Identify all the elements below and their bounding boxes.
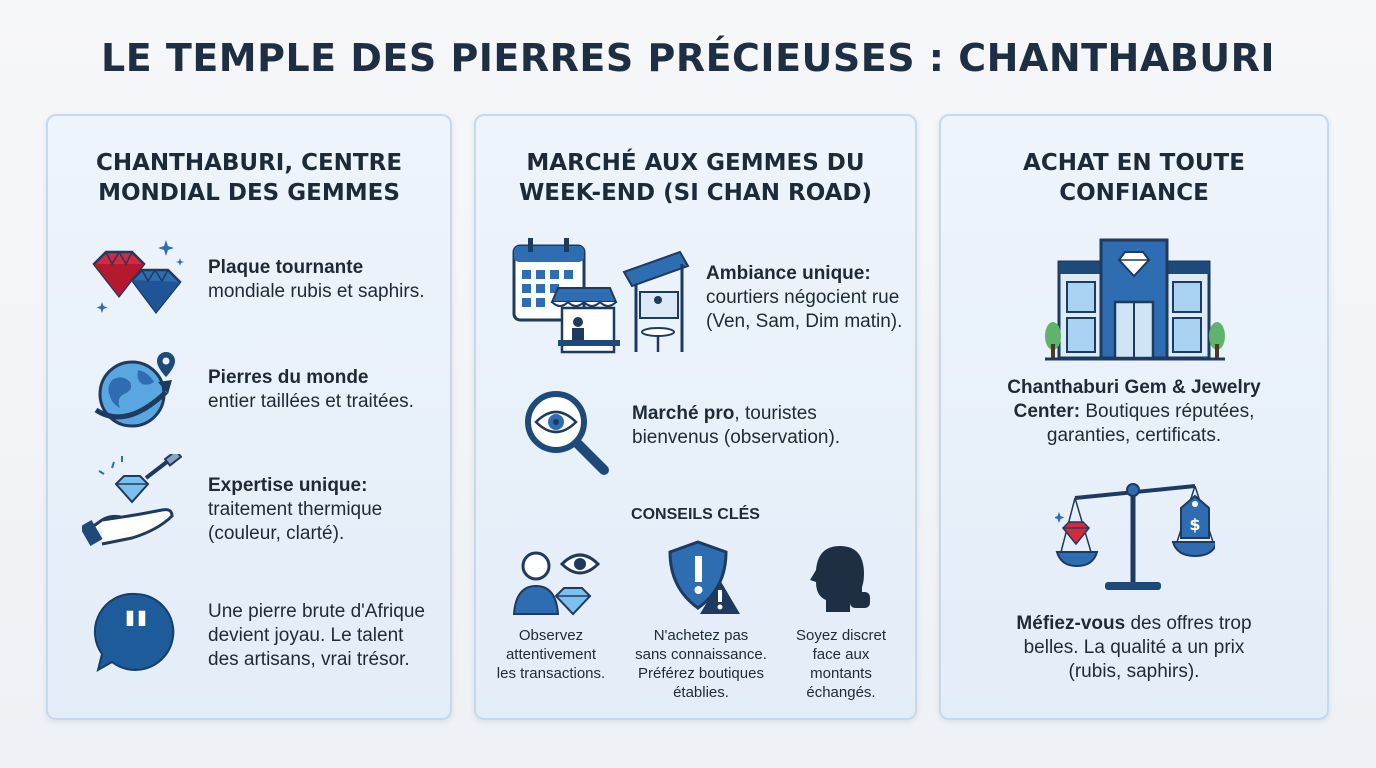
item-rest: (rubis, saphirs). [1068,661,1200,682]
item-rest: traitement thermique [208,499,383,520]
item-rest: entier taillées et traitées. [208,391,414,412]
hand-gem-tool-icon [82,454,192,559]
item-text [941,376,1327,448]
gems-icon [84,234,194,329]
tip-line: échangés. [806,684,876,701]
tip-line: attentivement [505,646,597,663]
item-bold: Marché pro [632,403,735,424]
tip-line: Observez [518,627,584,644]
item-bold: Plaque tournante [208,257,364,278]
panel-gem-center [46,114,452,720]
item-rest: garanties, certificats. [1046,425,1222,446]
item-bold: Chanthaburi Gem & Jewelry [1007,377,1261,398]
panel-title-line: MONDIAL DES GEMMES [98,180,400,206]
item-rest: belles. La qualité a un prix [1023,637,1245,658]
observer-eye-icon [510,546,606,621]
item-rest: mondiale rubis et saphirs. [208,281,425,302]
item-text [706,262,902,334]
tip-line: sans connaissance. [635,646,767,663]
quote-line: Une pierre brute d'Afrique [208,601,425,622]
item-text [208,474,382,546]
shield-warning-icon [664,540,744,621]
tip-line: Préférez boutiques [638,665,764,682]
item-bold: Méfiez-vous [1016,613,1126,634]
item-bold: Ambiance unique: [706,263,871,284]
panel-title-line: CHANTHABURI, CENTRE [95,150,403,176]
item-rest: (Ven, Sam, Dim matin). [706,311,903,332]
item-bold: Pierres du monde [208,367,369,388]
panel-trusted-buying [939,114,1329,720]
panel-title-line: WEEK-END (SI CHAN ROAD) [518,180,873,206]
tip-line: montants [810,665,872,682]
item-rest: bienvenus (observation). [632,427,841,448]
item-text [632,402,840,450]
panel-title [941,148,1327,208]
scale-gem-price-icon [1055,472,1215,601]
item-rest: Boutiques réputées, [1080,401,1255,422]
quote-line: des artisans, vrai trésor. [208,649,410,670]
item-text [208,256,425,304]
tip-line: Soyez discret [795,627,887,644]
quote-text [208,600,425,672]
calendar-market-icon [512,236,692,365]
item-rest: , touristes [734,403,817,424]
tip-text [486,626,616,683]
tip-line: établies. [673,684,729,701]
magnifier-eye-icon [520,386,612,481]
item-bold: Expertise unique: [208,475,368,496]
silence-icon [806,542,876,619]
tip-line: face aux [812,646,870,663]
tips-title: CONSEILS CLÉS [631,506,760,523]
item-rest: (couleur, clarté). [208,523,345,544]
item-text [941,612,1327,684]
item-rest: des offres trop [1125,613,1252,634]
quote-line: devient joyau. Le talent [208,625,404,646]
tip-text [776,626,906,702]
svg-text:$: $ [1189,515,1201,534]
svg-text:": " [121,600,151,666]
page-title: LE TEMPLE DES PIERRES PRÉCIEUSES : CHANTHABURI [101,36,1275,80]
panel-title-line: ACHAT EN TOUTE [1023,150,1245,176]
tip-line: les transactions. [496,665,606,682]
panel-title-line: MARCHÉ AUX GEMMES DU [526,150,865,176]
panel-weekend-market [474,114,917,720]
item-rest: courtiers négocient rue [706,287,900,308]
globe-pin-icon [88,346,188,441]
panel-title [48,148,450,208]
tip-text [626,626,776,702]
jewelry-store-icon [1045,238,1225,367]
item-bold: Center: [1013,401,1081,422]
panel-title [476,148,915,208]
panel-title-line: CONFIANCE [1059,180,1209,206]
tip-line: N'achetez pas [653,627,749,644]
item-text [208,366,414,414]
quote-bubble-icon [92,590,182,685]
